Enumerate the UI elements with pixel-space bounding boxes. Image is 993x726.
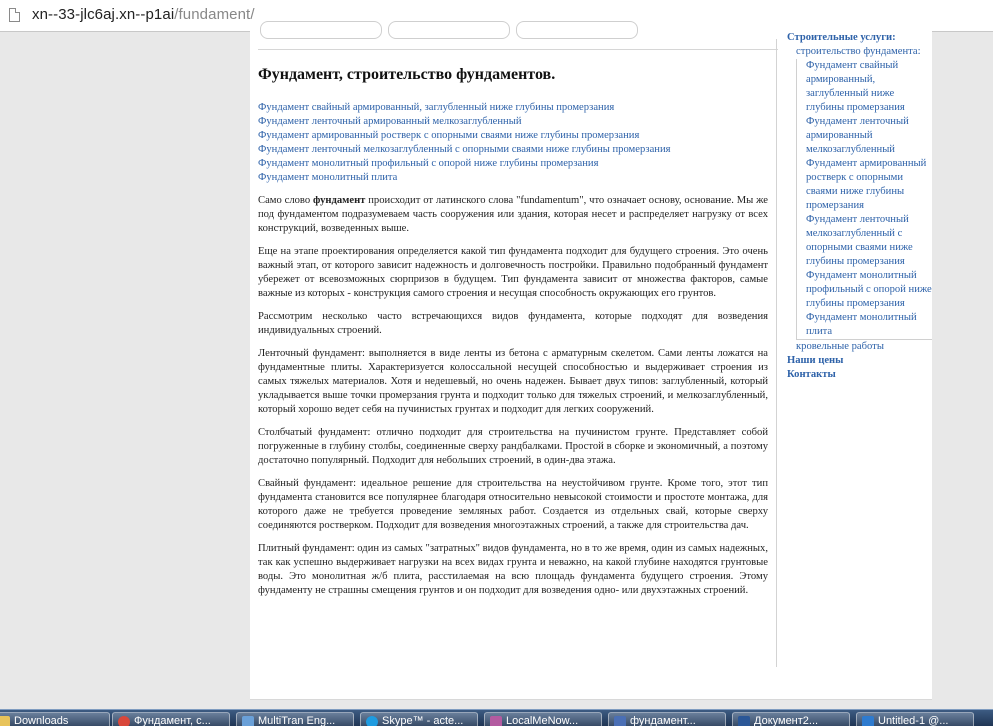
taskbar-item-label: Skype™ - acte...	[382, 715, 464, 726]
taskbar-item-label: Downloads	[14, 715, 69, 726]
article	[258, 59, 768, 607]
paragraph-strip: Ленточный фундамент: выполняется в виде ленты из бетона с арматурным скелетом. Сами ленты ложатся на фундаментные плиты. Характеризуется колоссальной несущей способностью и выдерживает строения из самых тяжелых материалов. Хотя и недешевый, но очень надежен. Бывает двух типов: заглубленный, который укладывается выше точки промерзания грунта и подходит только для тяжелых строений, и мелкозаглубленный, который хорошо ведет себя на пучинистых грунтах и подходит для легких сооружений.	[258, 348, 768, 415]
taskbar-item-untitled[interactable]	[856, 712, 974, 726]
taskbar-item-browser[interactable]	[112, 712, 230, 726]
url-path: /fundament/	[174, 6, 255, 23]
top-nav-tabs	[250, 31, 778, 51]
menu-contacts[interactable]: Контакты	[787, 369, 836, 380]
text-span: происходит от латинского слова "fundamentum", что означает основу, основание. Мы же под фундаментом подразумеваем часть сооружения или здания, которая несет и распределяет нагрузку от всех конструкций, возведенных выше.	[258, 195, 769, 234]
column-divider	[776, 39, 777, 667]
menu-construction-services[interactable]: Строительные услуги:	[787, 32, 896, 43]
taskbar-item-label: Untitled-1 @...	[878, 715, 949, 726]
taskbar-item-label: LocalMeNow...	[506, 715, 579, 726]
nav-tab[interactable]	[516, 21, 638, 39]
taskbar	[0, 709, 993, 726]
submenu-item-strip-piles[interactable]: Фундамент ленточный мелкозаглубленный с опорными сваями ниже глубины промерзания	[806, 214, 913, 267]
submenu-item-strip[interactable]: Фундамент ленточный армированный мелкозаглубленный	[806, 116, 909, 155]
taskbar-item-skype[interactable]	[360, 712, 478, 726]
menu-roofing[interactable]: кровельные работы	[796, 341, 884, 352]
paragraph-design: Еще на этапе проектирования определяется какой тип фундамента подходит для будущего строения. Это очень важный этап, от которого зависит надежность и долговечность постройки. Правильно подобранный фундамент убережет от всевозможных сюрпризов в будущем. Тип фундамента зависит от множества факторов, самые важные из которых - конструкция самого строения и несущая способность окружающих его грунтов.	[258, 246, 768, 299]
taskbar-item-downloads[interactable]	[0, 712, 110, 726]
link-slab-foundation[interactable]: Фундамент монолитный плита	[258, 172, 398, 183]
url-host: xn--33-jlc6aj.xn--p1ai	[32, 6, 175, 23]
paragraph-intro	[258, 194, 768, 236]
taskbar-item-localmenow[interactable]	[484, 712, 602, 726]
text-span: Само слово	[258, 195, 314, 206]
bold-term: фундамент	[313, 195, 366, 206]
taskbar-item-label: Документ2...	[754, 715, 819, 726]
page-content	[250, 31, 932, 699]
foundation-links	[258, 101, 768, 185]
taskbar-item-word[interactable]	[732, 712, 850, 726]
paragraph-column: Столбчатый фундамент: отлично подходит для строительства на пучинистом грунте. Представляет собой погруженные в глубину столбы, соединенные сверху рандбалками. Простой в сборке и экономичный, а поэтому достаточно популярный. Подходит для небольших строений, в один-два этажа.	[258, 427, 768, 466]
footer-divider	[250, 699, 932, 700]
page-title: Фундамент, строительство фундаментов.	[258, 66, 556, 83]
url-text[interactable]	[32, 6, 255, 23]
submenu-item-grillage[interactable]: Фундамент армированный ростверк с опорными сваями ниже глубины промерзания	[806, 158, 927, 211]
taskbar-item-label: Фундамент, с...	[134, 715, 211, 726]
taskbar-item-multitran[interactable]	[236, 712, 354, 726]
link-grillage-foundation[interactable]: Фундамент армированный ростверк с опорными сваями ниже глубины промерзания	[258, 130, 640, 141]
paragraph-slab: Плитный фундамент: один из самых "затратных" видов фундамента, но в то же время, один из самых надежных, так как успешно выдерживает нагрузки на всех видах грунта и неважно, на какой глубине находятся грунтовые воды. Это монолитная ж/б плита, расстилаемая на всю площадь фундамента будущего строения. Этому фундаменту не страшны смещения грунтов и он подходит для возведения одно- или двухэтажных строений.	[258, 543, 768, 596]
submenu-item-profile[interactable]: Фундамент монолитный профильный с опорой ниже глубины промерзания	[806, 270, 932, 309]
paragraph-pile: Свайный фундамент: идеальное решение для строительства на неустойчивом грунте. Кроме того, этот тип фундамента становится все популярнее благодаря относительно невысокой стоимости и простоте монтажа, для которого даже не требуется проведение земляных работ. Создается из отдельных свай, которые сверху соединяются ростверком. Подходит для возведения многоэтажных строений, а также для строительства дач.	[258, 478, 768, 531]
taskbar-item-foundation[interactable]	[608, 712, 726, 726]
link-strip-foundation[interactable]: Фундамент ленточный армированный мелкозаглубленный	[258, 116, 522, 127]
nav-tab[interactable]	[388, 21, 510, 39]
submenu-item-pile[interactable]: Фундамент свайный армированный, заглубленный ниже глубины промерзания	[806, 60, 905, 113]
divider	[258, 49, 778, 50]
submenu-item-slab[interactable]: Фундамент монолитный плита	[806, 312, 917, 337]
menu-foundation-construction[interactable]: строительство фундамента:	[796, 46, 921, 57]
taskbar-item-label: MultiTran Eng...	[258, 715, 336, 726]
link-strip-piles-foundation[interactable]: Фундамент ленточный мелкозаглубленный с опорными сваями ниже глубины промерзания	[258, 144, 671, 155]
foundation-submenu	[796, 59, 932, 340]
page-icon	[9, 8, 20, 22]
sidebar-menu	[787, 31, 937, 382]
nav-tab[interactable]	[260, 21, 382, 39]
link-pile-foundation[interactable]: Фундамент свайный армированный, заглубленный ниже глубины промерзания	[258, 102, 615, 113]
paragraph-types: Рассмотрим несколько часто встречающихся видов фундамента, которые подходят для возведения индивидуальных строений.	[258, 311, 768, 336]
menu-prices[interactable]: Наши цены	[787, 355, 844, 366]
taskbar-item-label: фундамент...	[630, 715, 696, 726]
link-profile-foundation[interactable]: Фундамент монолитный профильный с опорой ниже глубины промерзания	[258, 158, 599, 169]
